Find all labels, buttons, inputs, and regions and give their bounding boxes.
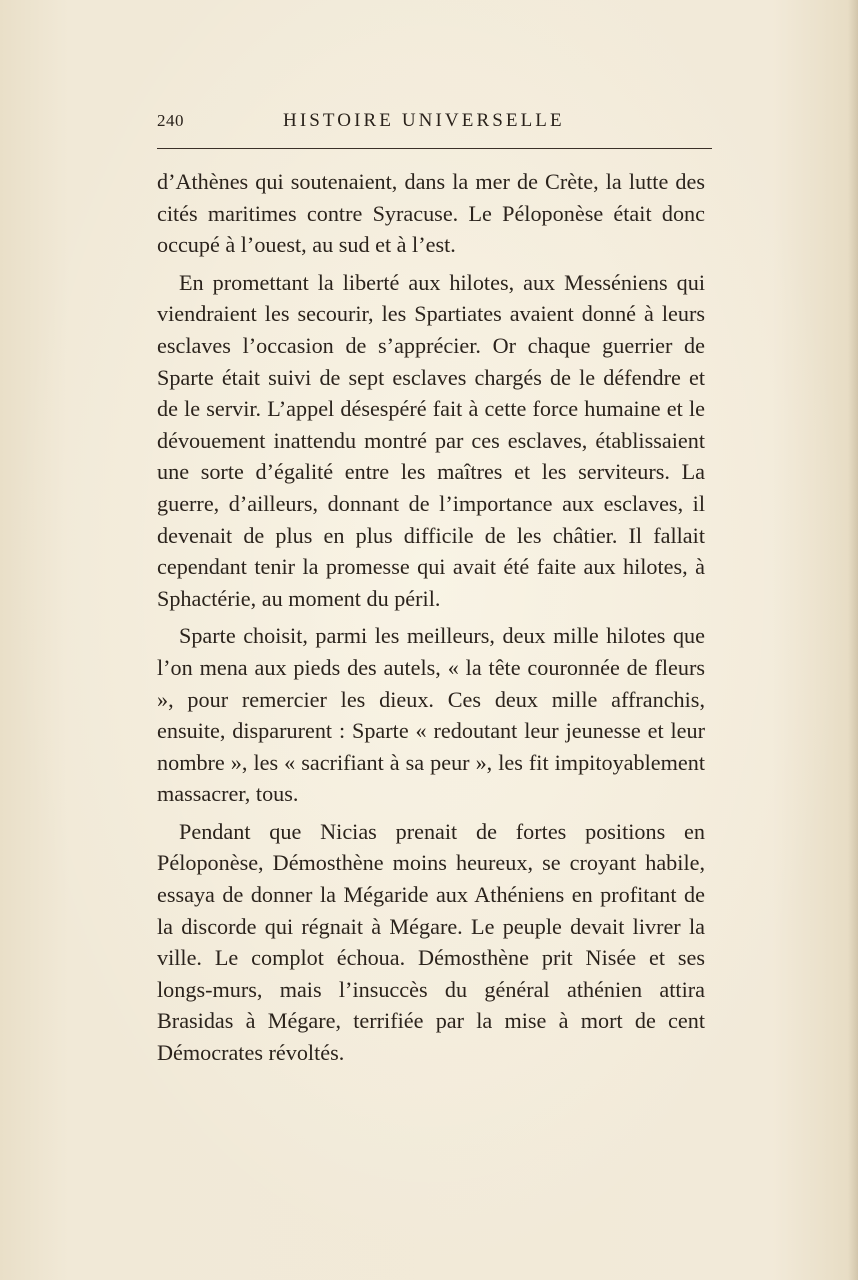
running-title: HISTOIRE UNIVERSELLE [283,110,565,131]
paragraph-1: d’Athènes qui soutenaient, dans la mer de Crète, la lutte des cités maritimes contre Syracuse. Le Péloponèse était donc occupé à l’ouest, au sud et à l’est. [157,169,705,258]
page-edge-shadow [848,0,858,1280]
page-header [157,108,712,138]
page-number: 240 [157,111,184,130]
header-rule [157,148,712,149]
body-text [157,166,705,1075]
paragraph-4: Pendant que Nicias prenait de fortes positions en Péloponèse, Démosthène moins heureux, se croyant habile, essaya de donner la Mégaride aux Athéniens en profitant de la discorde qui régnait à Mégare. Le peuple devait livrer la ville. Le complot échoua. Démosthène prit Nisée et ses longs-murs, mais l’insuccès du général athénien attira Brasidas à Mégare, terrifiée par la mise à mort de cent Démocrates révoltés. [157,818,705,1066]
paragraph-3: Sparte choisit, parmi les meilleurs, deux mille hilotes que l’on mena aux pieds des autels, « la tête couronnée de fleurs », pour remercier les dieux. Ces deux mille affranchis, ensuite, disparurent : Sparte « redoutant leur jeunesse et leur nombre », les « sacrifiant à sa peur », les fit impitoyablement massacrer, tous. [157,623,705,807]
paragraph-2: En promettant la liberté aux hilotes, aux Messéniens qui viendraient les secourir, les Spartiates avaient donné à leurs esclaves l’occasion de s’apprécier. Or chaque guerrier de Sparte était suivi de sept esclaves chargés de le défendre et de le servir. L’appel désespéré fait à cette force humaine et le dévouement inattendu montré par ces esclaves, établissaient une sorte d’égalité entre les maîtres et les serviteurs. La guerre, d’ailleurs, donnant de l’importance aux esclaves, il devenait de plus en plus difficile de les châtier. Il fallait cependant tenir la promesse qui avait été faite aux hilotes, à Sphactérie, au moment du péril. [157,269,705,611]
